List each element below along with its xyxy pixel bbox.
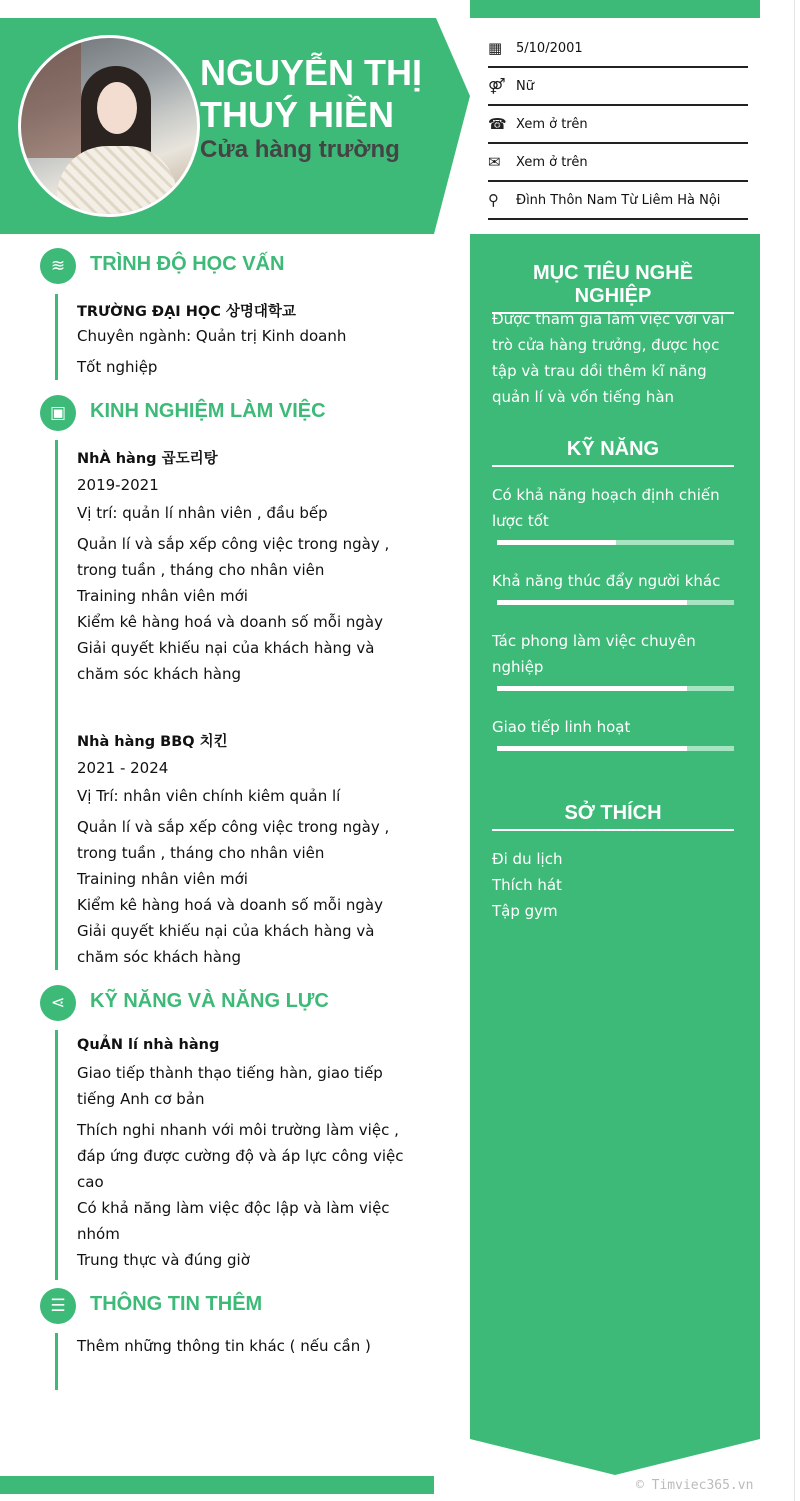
email-icon: ✉	[488, 152, 501, 171]
job-duty: Kiểm kê hàng hoá và doanh số mỗi ngày	[77, 613, 383, 631]
location-icon: ⚲	[488, 190, 499, 209]
hobbies-title: SỞ THÍCH	[492, 802, 734, 831]
job-duty: Training nhân viên mới	[77, 587, 248, 605]
extra-title: THÔNG TIN THÊM	[90, 1293, 263, 1315]
gender-icon: ⚤	[488, 76, 506, 95]
section-line	[55, 440, 58, 970]
share-icon: ⋖	[40, 985, 76, 1021]
hobby-item: Tập gym	[492, 902, 558, 920]
hobby-item: Đi du lịch	[492, 850, 563, 868]
job-period: 2021 - 2024	[77, 759, 169, 777]
section-line	[55, 1030, 58, 1280]
notes-icon: ☰	[40, 1288, 76, 1324]
contact-birthday: ▦ 5/10/2001	[488, 30, 748, 68]
skill-name: Có khả năng hoạch định chiến lược tốt	[492, 486, 720, 530]
skill-name: Giao tiếp linh hoạt	[492, 718, 631, 736]
education-icon: ≋	[40, 248, 76, 284]
job-title: Cửa hàng trường	[200, 136, 400, 163]
skill-name: Tác phong làm việc chuyên nghiệp	[492, 632, 696, 676]
ability-item: Thích nghi nhanh với môi trường làm việc , đáp ứng được cường độ và áp lực công việc cao	[77, 1121, 404, 1191]
ability-item: Trung thực và đúng giờ	[77, 1251, 250, 1269]
candidate-name: NGUYỄN THỊ THUÝ HIỀN	[200, 52, 423, 135]
abilities-title: KỸ NĂNG VÀ NĂNG LỰC	[90, 990, 329, 1012]
job-duty: Giải quyết khiếu nại của khách hàng và chăm sóc khách hàng	[77, 922, 375, 966]
section-line	[55, 294, 58, 380]
job-duty: Quản lí và sắp xếp công việc trong ngày , trong tuần , tháng cho nhân viên	[77, 535, 390, 579]
calendar-icon: ▦	[488, 38, 503, 57]
company-name: Nhà hàng BBQ 치킨	[77, 734, 228, 750]
education-title: TRÌNH ĐỘ HỌC VẤN	[90, 253, 285, 275]
contact-email: ✉ Xem ở trên	[488, 144, 748, 182]
job-duty: Giải quyết khiếu nại của khách hàng và chăm sóc khách hàng	[77, 639, 375, 683]
ability-item: Có khả năng làm việc độc lập và làm việc nhóm	[77, 1199, 390, 1243]
section-line	[55, 1333, 58, 1390]
watermark: © Timviec365.vn	[636, 1478, 754, 1493]
experience-title: KINH NGHIỆM LÀM VIỆC	[90, 400, 326, 422]
job-position: Vị trí: quản lí nhân viên , đầu bếp	[77, 504, 328, 522]
phone-icon: ☎	[488, 114, 507, 133]
graduation-status: Tốt nghiệp	[77, 358, 158, 376]
school-name: TRƯỜNG ĐẠI HỌC 상명대학교	[77, 304, 296, 320]
contact-phone: ☎ Xem ở trên	[488, 106, 748, 144]
hobby-item: Thích hát	[492, 876, 562, 894]
job-duty: Quản lí và sắp xếp công việc trong ngày , trong tuần , tháng cho nhân viên	[77, 818, 390, 862]
extra-text: Thêm những thông tin khác ( nếu cần )	[77, 1337, 371, 1355]
contact-gender: ⚤ Nữ	[488, 68, 748, 106]
major: Chuyên ngành: Quản trị Kinh doanh	[77, 327, 347, 345]
skill-bar	[497, 600, 734, 605]
skill-bar	[497, 746, 734, 751]
contact-address: ⚲ Đình Thôn Nam Từ Liêm Hà Nội	[488, 182, 748, 220]
job-period: 2019-2021	[77, 476, 159, 494]
job-duty: Training nhân viên mới	[77, 870, 248, 888]
abilities-heading: QuẢN lí nhà hàng	[77, 1037, 220, 1053]
objective-title: MỤC TIÊU NGHỀ NGHIỆP	[492, 262, 734, 314]
top-accent-bar	[470, 0, 760, 18]
avatar	[18, 35, 200, 217]
experience-icon: ▣	[40, 395, 76, 431]
ability-item: Giao tiếp thành thạo tiếng hàn, giao tiếp tiếng Anh cơ bản	[77, 1064, 383, 1108]
skill-bar	[497, 540, 734, 545]
job-duty: Kiểm kê hàng hoá và doanh số mỗi ngày	[77, 896, 383, 914]
objective-text: Được tham gia làm việc với vai trò cửa hàng trưởng, được học tập và trau dồi thêm kĩ năng quản lí và vốn tiếng hàn	[492, 310, 725, 406]
skills-title: KỸ NĂNG	[492, 438, 734, 467]
page-edge	[794, 0, 795, 1501]
skill-bar	[497, 686, 734, 691]
bottom-accent-bar	[0, 1476, 434, 1494]
job-position: Vị Trí: nhân viên chính kiêm quản lí	[77, 787, 341, 805]
skill-name: Khả năng thúc đẩy người khác	[492, 572, 721, 590]
company-name: NhÀ hàng 곱도리탕	[77, 451, 218, 467]
